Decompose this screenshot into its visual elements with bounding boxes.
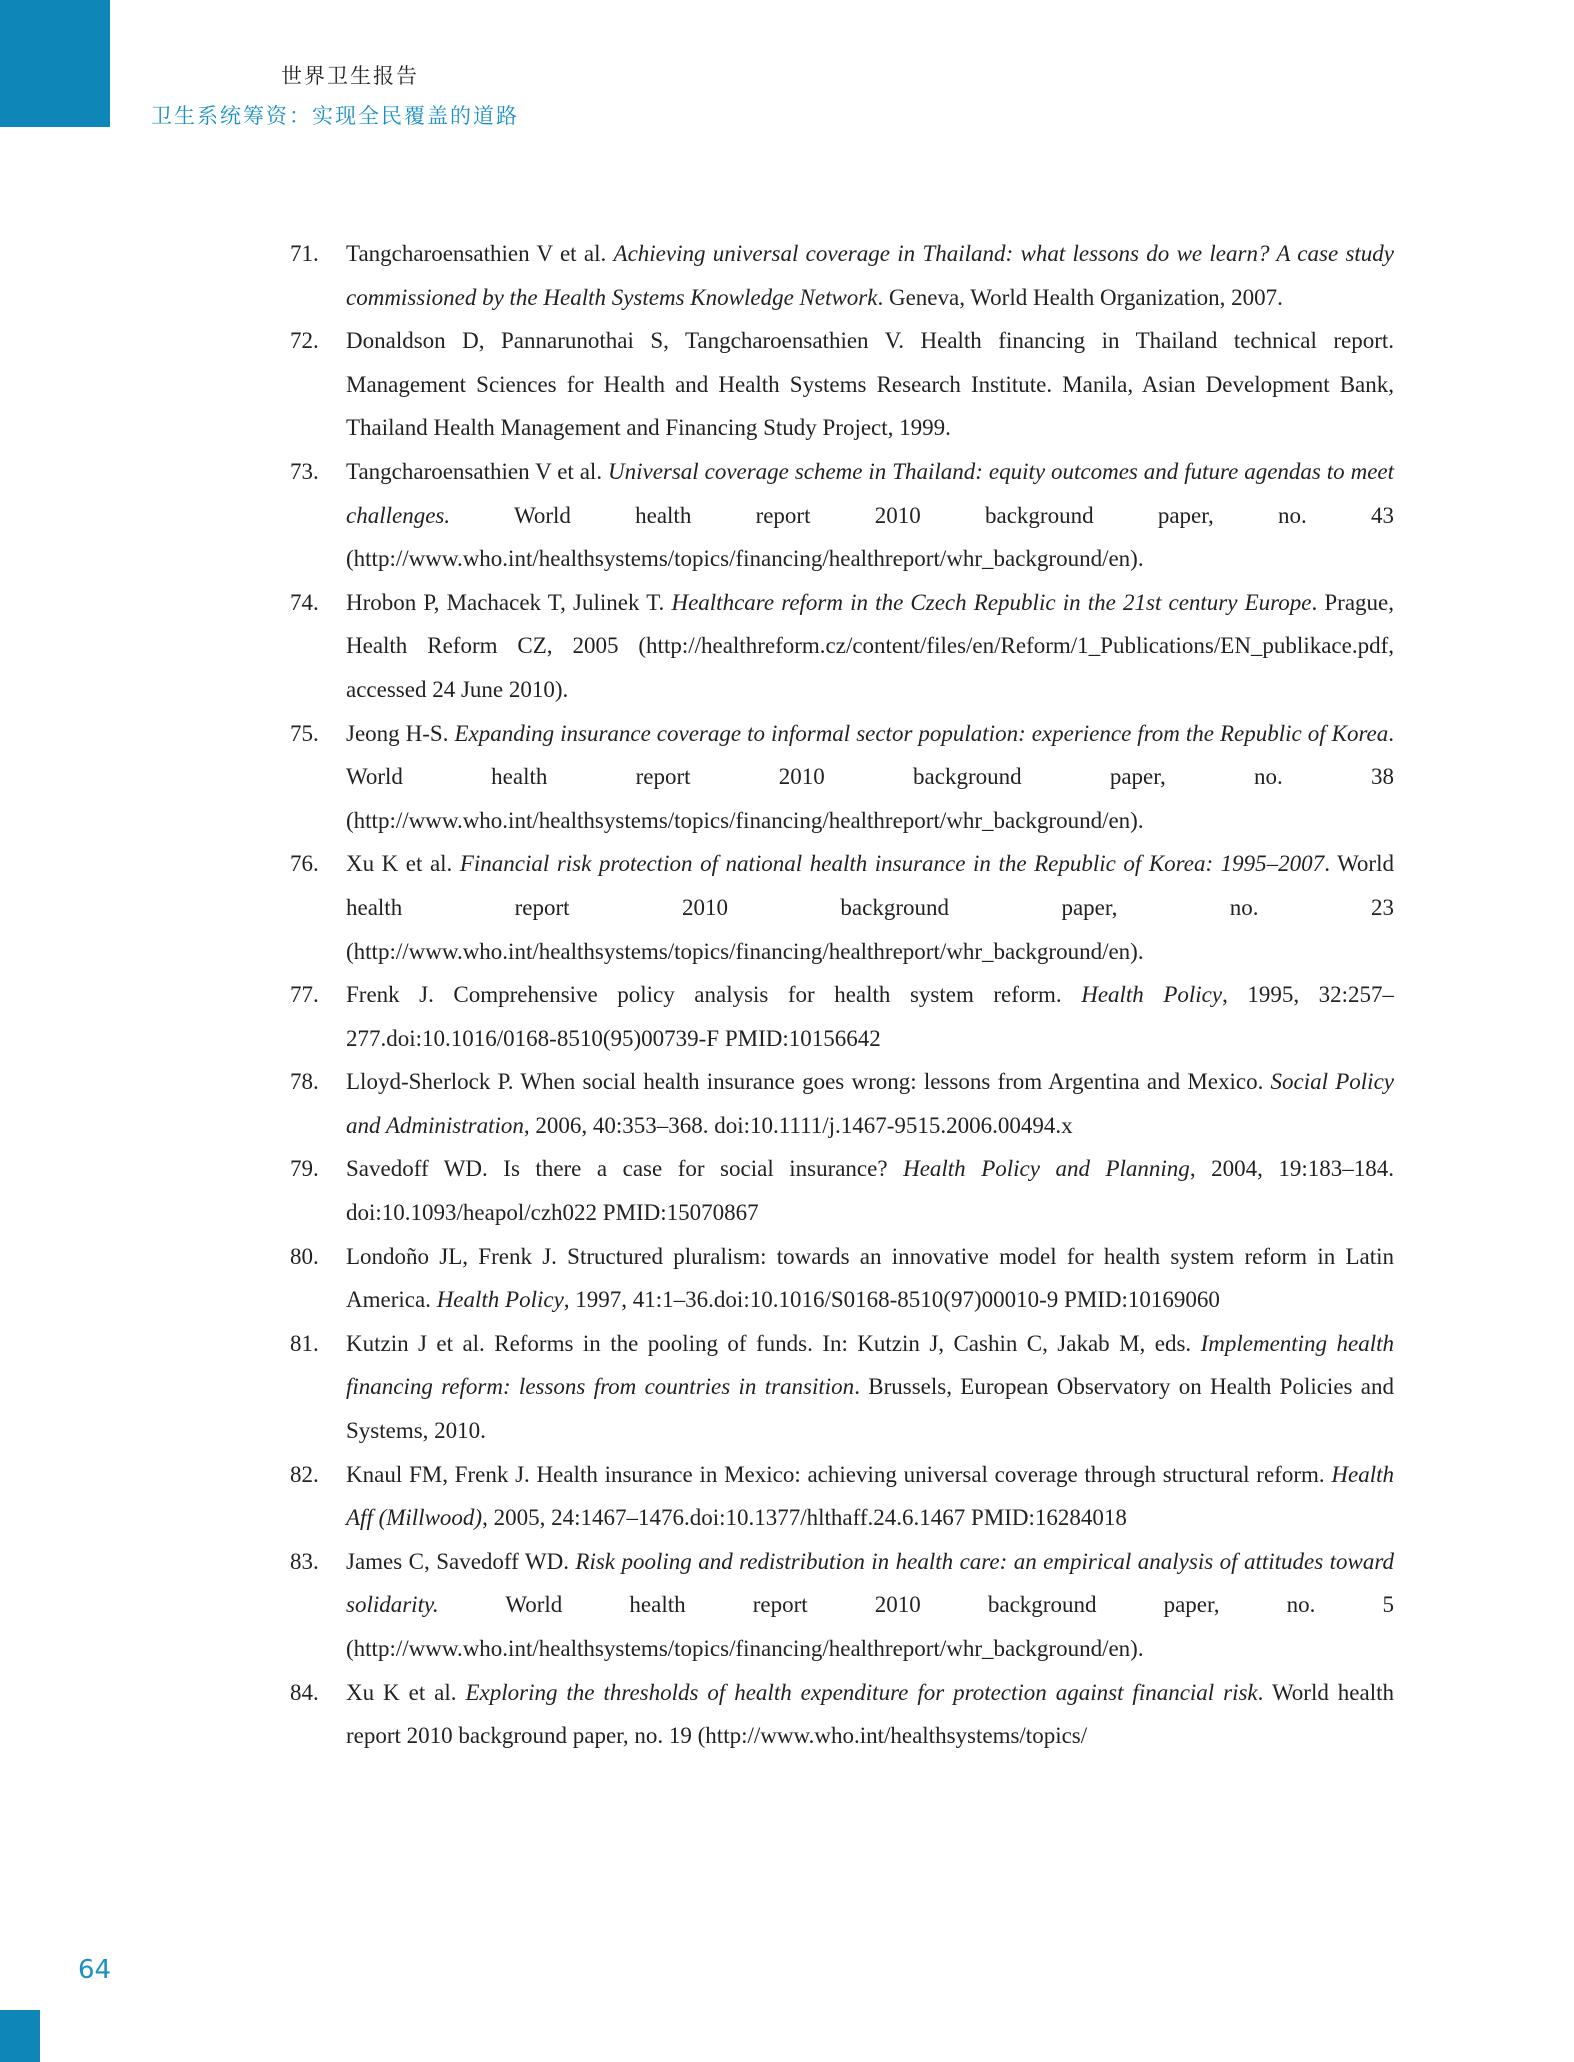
reference-number: 73. [290,458,319,484]
reference-number: 83. [290,1548,319,1574]
reference-text [346,1462,1394,1531]
reference-source: , 2004, 19:183–184. doi:10.1093/heapol/czh022 PMID:15070867 [346,1156,1394,1226]
report-title: 世界卫生报告 [281,64,419,88]
reference-item [0,973,1574,1060]
reference-source: . World health report 2010 background paper, no. 23 (http://www.who.int/healthsystems/topics/financing/healthreport/whr_background/en). [346,851,1394,964]
reference-source: . Brussels, European Observatory on Health Policies and Systems, 2010. [346,1374,1394,1444]
reference-item [0,712,1574,843]
reference-text [346,590,1394,702]
reference-title: Social Policy and Administration [346,1069,1394,1138]
reference-number: 77. [290,982,319,1008]
reference-item [0,1453,1574,1540]
reference-number: 82. [290,1461,319,1487]
reference-item [0,1235,1574,1322]
reference-text [346,241,1394,310]
reference-authors: Kutzin J et al. Reforms in the pooling of funds. In: Kutzin J, Cashin C, Jakab M, eds. [346,1330,1201,1356]
reference-list [0,232,1574,1758]
reference-authors: Tangcharoensathien V et al. [346,458,608,484]
reference-text [346,1156,1394,1225]
reference-number: 75. [290,720,319,746]
reference-text [346,1549,1394,1661]
reference-item [0,842,1574,973]
reference-number: 81. [290,1330,319,1356]
reference-authors: James C, Savedoff WD. [346,1548,576,1574]
reference-text [346,1244,1394,1313]
reference-item [0,1540,1574,1671]
reference-text [346,459,1394,571]
reference-number: 72. [290,328,319,354]
reference-item [0,232,1574,319]
reference-source: . World health report 2010 background paper, no. 38 (http://www.who.int/healthsystems/topics/financing/healthreport/whr_background/en). [346,720,1394,833]
reference-source: . Prague, Health Reform CZ, 2005 (http://healthreform.cz/content/files/en/Reform/1_Publications/EN_publikace.pdf, accessed 24 June 2010). [346,589,1394,702]
reference-title: Universal coverage scheme in Thailand: equity outcomes and future agendas to meet challenges. [346,458,1394,528]
report-subtitle: 卫生系统筹资：实现全民覆盖的道路 [151,104,519,128]
reference-authors: Londoño JL, Frenk J. Structured pluralism: towards an innovative model for health system reform in Latin America. [346,1243,1394,1313]
reference-item [0,450,1574,581]
reference-authors: Donaldson D, Pannarunothai S, Tangcharoensathien V. Health financing in Thailand technical report. Management Sciences for Health and Health Systems Research Institute. Manila, Asian Development Bank, Thailand Health Management and Financing Study Project, 1999. [346,328,1394,441]
reference-text [346,1069,1394,1138]
reference-authors: Hrobon P, Machacek T, Julinek T. [346,589,672,615]
reference-authors: Knaul FM, Frenk J. Health insurance in Mexico: achieving universal coverage through structural reform. [346,1461,1332,1487]
reference-number: 79. [290,1156,319,1182]
reference-title: Financial risk protection of national health insurance in the Republic of Korea: 1995–2007 [459,851,1325,877]
reference-title: Health Policy and Planning [903,1156,1190,1182]
reference-title: Healthcare reform in the Czech Republic in the 21st century Europe [671,589,1312,615]
reference-text [346,1680,1394,1749]
reference-text [346,721,1394,833]
reference-source: World health report 2010 background paper, no. 5 (http://www.who.int/healthsystems/topics/financing/healthreport/whr_background/en). [346,1592,1394,1661]
reference-title: Achieving universal coverage in Thailand: what lessons do we learn? A case study commissioned by the Health Systems Knowledge Network [346,241,1394,310]
reference-number: 76. [290,851,319,877]
reference-source: . World health report 2010 background paper, no. 19 (http://www.who.int/healthsystems/topics/ [346,1679,1395,1749]
reference-title: Risk pooling and redistribution in health care: an empirical analysis of attitudes toward solidarity. [346,1548,1394,1618]
reference-title: Health Aff (Millwood) [346,1461,1394,1531]
reference-text [346,851,1394,963]
reference-authors: Xu K et al. [346,1679,466,1705]
reference-authors: Frenk J. Comprehensive policy analysis for health system reform. [346,982,1082,1008]
reference-text [346,1331,1394,1443]
reference-source: , 2006, 40:353–368. doi:10.1111/j.1467-9515.2006.00494.x [523,1112,1073,1138]
reference-item [0,1060,1574,1147]
reference-authors: Xu K et al. [346,851,460,877]
reference-title: Implementing health financing reform: lessons from countries in transition [346,1330,1394,1400]
reference-number: 80. [290,1243,319,1269]
reference-source: , 1997, 41:1–36.doi:10.1016/S0168-8510(97)00010-9 PMID:10169060 [563,1287,1220,1313]
reference-item [0,581,1574,712]
reference-authors: Savedoff WD. Is there a case for social insurance? [346,1156,904,1182]
reference-number: 78. [290,1069,319,1095]
reference-authors: Lloyd-Sherlock P. When social health insurance goes wrong: lessons from Argentina and Mexico. [346,1069,1271,1095]
reference-title: Expanding insurance coverage to informal sector population: experience from the Republic of Korea [454,720,1389,746]
header-color-block [0,0,110,127]
reference-text [346,328,1394,440]
reference-number: 71. [290,241,319,266]
reference-source: . Geneva, World Health Organization, 2007. [877,284,1283,310]
reference-source: , 2005, 24:1467–1476.doi:10.1377/hlthaff.24.6.1467 PMID:16284018 [482,1505,1127,1531]
footer-color-block [0,2010,40,2062]
page-number: 64 [78,1955,112,1985]
reference-title: Exploring the thresholds of health expenditure for protection against financial risk [465,1679,1258,1705]
reference-title: Health Policy [436,1287,564,1313]
reference-item [0,1322,1574,1453]
reference-source: , 1995, 32:257–277.doi:10.1016/0168-8510(95)00739-F PMID:10156642 [346,982,1395,1051]
reference-text [346,982,1394,1051]
reference-number: 84. [290,1679,319,1705]
reference-number: 74. [290,589,319,615]
reference-authors: Jeong H-S. [346,720,455,746]
reference-title: Health Policy [1081,982,1223,1008]
reference-source: World health report 2010 background paper, no. 43 (http://www.who.int/healthsystems/topics/financing/healthreport/whr_background/en). [346,502,1394,572]
reference-authors: Tangcharoensathien V et al. [346,241,614,266]
reference-item [0,319,1574,450]
reference-item [0,1671,1574,1758]
reference-item [0,1147,1574,1234]
